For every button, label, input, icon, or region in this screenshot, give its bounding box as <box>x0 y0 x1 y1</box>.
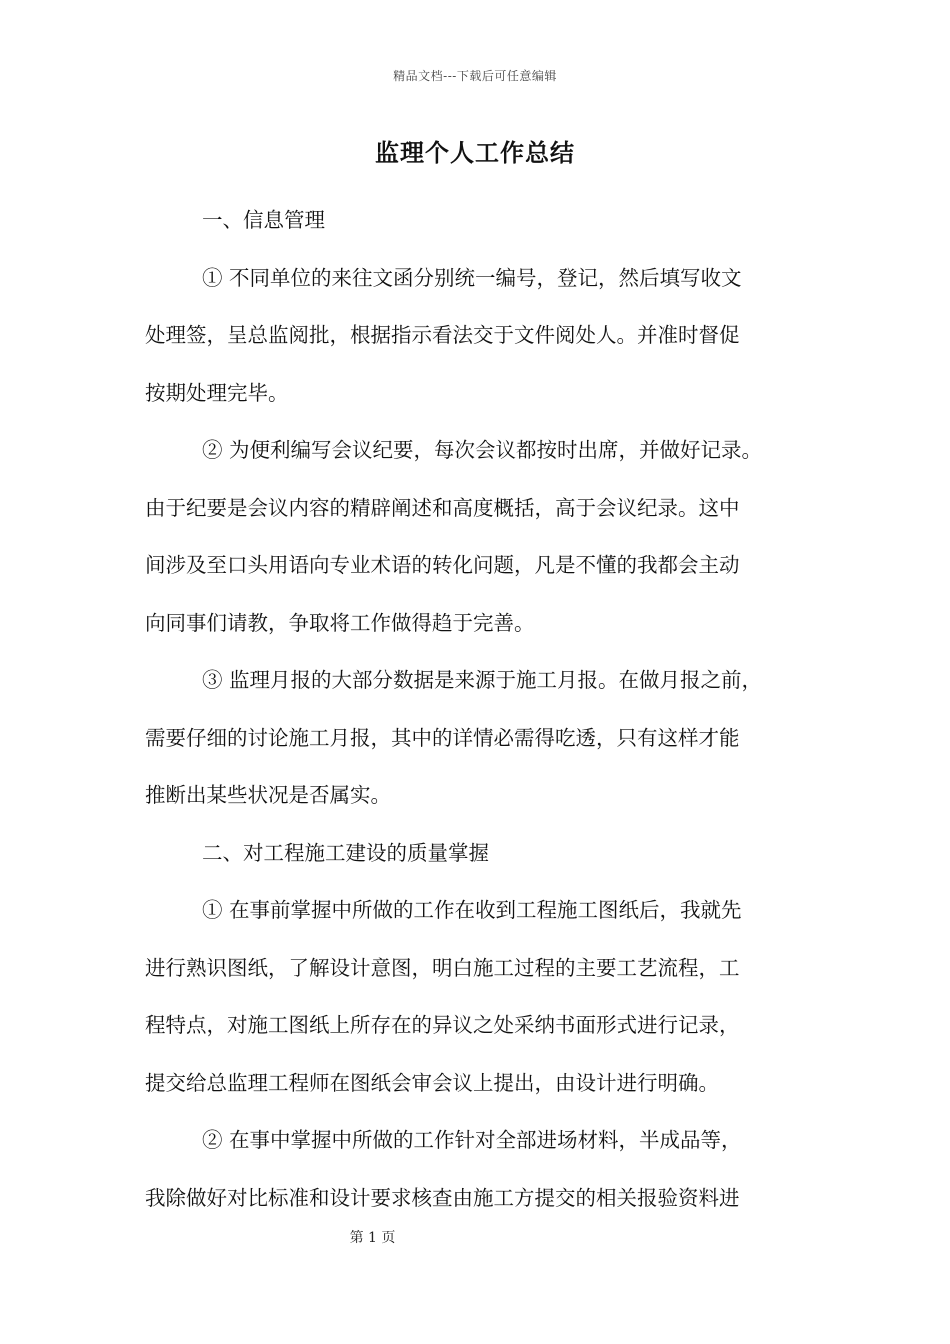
paragraph-line: 提交给总监理工程师在图纸会审会议上提出，由设计进行明确。 <box>145 1070 719 1095</box>
paragraph-line: ② 为便利编写会议纪要，每次会议都按时出席，并做好记录。 <box>202 438 763 462</box>
paragraph-line: 程特点，对施工图纸上所存在的异议之处采纳书面形式进行记录， <box>145 1013 740 1037</box>
paragraph-line: ③ 监理月报的大部分数据是来源于施工月报。在做月报之前， <box>202 668 763 692</box>
section-heading-info-management: 一、信息管理 <box>202 208 325 232</box>
page-header: 精品文档---下载后可任意编辑 <box>393 69 557 83</box>
section-heading-quality-control: 二、对工程施工建设的质量掌握 <box>202 840 489 865</box>
paragraph-line: 由于纪要是会议内容的精辟阐述和高度概括，高于会议纪录。这中 <box>145 495 740 520</box>
paragraph-line: 间涉及至口头用语向专业术语的转化问题，凡是不懂的我都会主动 <box>145 553 740 577</box>
paragraph-line: 推断出某些状况是否属实。 <box>145 783 391 807</box>
paragraph-line: 需要仔细的讨论施工月报，其中的详情必需得吃透，只有这样才能 <box>145 725 740 750</box>
document-body <box>145 192 810 1227</box>
paragraph-line: 向同事们请教，争取将工作做得趋于完善。 <box>145 610 535 635</box>
paragraph-line: ① 在事前掌握中所做的工作在收到工程施工图纸后，我就先 <box>202 898 742 922</box>
paragraph-line: 进行熟识图纸，了解设计意图，明白施工过程的主要工艺流程，工 <box>145 955 740 980</box>
paragraph-line: 按期处理完毕。 <box>145 380 289 405</box>
paragraph-line: ① 不同单位的来往文函分别统一编号，登记，然后填写收文 <box>202 265 742 290</box>
page-number: 第 1 页 <box>349 1230 396 1246</box>
paragraph-line: 处理签，呈总监阅批，根据指示看法交于文件阅处人。并准时督促 <box>145 323 740 347</box>
paragraph-line: ② 在事中掌握中所做的工作针对全部进场材料，半成品等， <box>202 1128 742 1152</box>
document-title: 监理个人工作总结 <box>375 138 575 167</box>
paragraph-line: 我除做好对比标准和设计要求核查由施工方提交的相关报验资料进 <box>145 1185 740 1210</box>
